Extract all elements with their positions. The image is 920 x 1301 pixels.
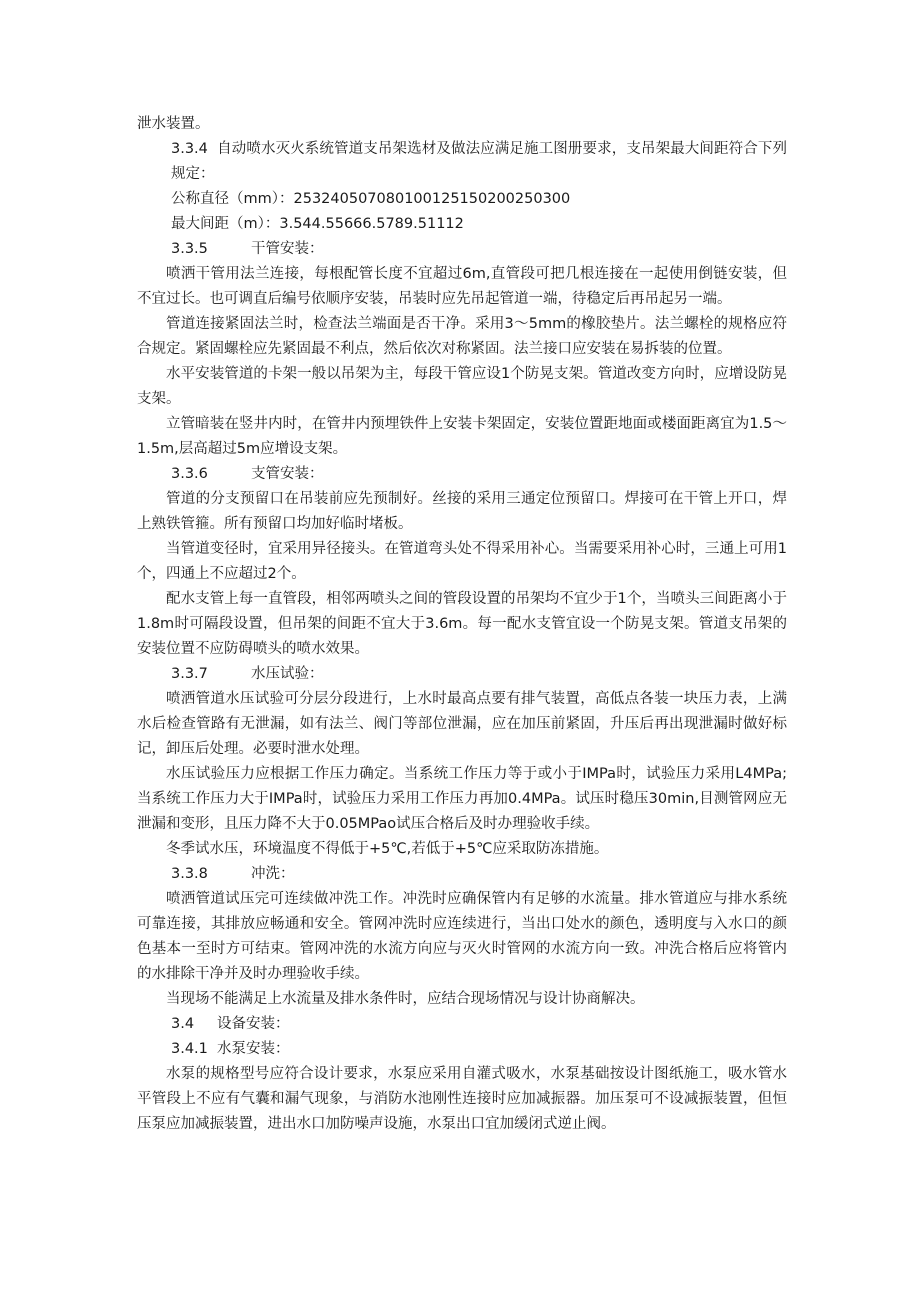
paragraph: 喷洒干管用法兰连接，每根配管长度不宜超过6m,直管段可把几根连接在一起使用倒链安装，但不宜过长。也可调直后编号依顺序安装，吊装时应先吊起管道一端，待稳定后再吊起另一端。 [137, 266, 787, 307]
section-3-3-6 [137, 462, 787, 487]
document-body [137, 112, 787, 1137]
paragraph: 泄水装置。 [137, 116, 210, 132]
paragraph: 管道连接紧固法兰时，检查法兰端面是否干净。采用3～5mm的橡胶垫片。法兰螺栓的规格应符合规定。紧固螺栓应先紧固最不利点，然后依次对称紧固。法兰接口应安装在易拆装的位置。 [137, 316, 787, 357]
spacing-line: 最大间距（m）：3.544.55666.5789.51112 [171, 216, 464, 232]
section-title: 设备安装： [217, 1016, 290, 1032]
paragraph: 喷洒管道水压试验可分层分段进行，上水时最高点要有排气装置，高低点各装一块压力表，上满水后检查管路有无泄漏，如有法兰、阀门等部位泄漏，应在加压前紧固，升压后再出现泄漏时做好标记，卸压后处理。必要时泄水处理。 [137, 691, 787, 757]
section-3-3-7 [137, 662, 787, 687]
section-title: 支管安装： [251, 466, 324, 482]
paragraph: 当现场不能满足上水流量及排水条件时，应结合现场情况与设计协商解决。 [166, 991, 645, 1007]
section-title: 冲洗： [251, 866, 295, 882]
section-title: 干管安装： [251, 241, 324, 257]
section-number: 3.4.1 [171, 1041, 208, 1057]
diameter-line: 公称直径（mm）：25324050708010012515020025030​0 [171, 191, 571, 207]
section-number: 3.3.5 [171, 241, 208, 257]
paragraph: 水平安装管道的卡架一般以吊架为主，每段干管应设1个防晃支架。管道改变方向时，应增设防晃支架。 [137, 366, 787, 407]
section-number: 3.3.6 [171, 466, 208, 482]
paragraph: 立管暗装在竖井内时，在管井内预埋铁件上安装卡架固定，安装位置距地面或楼面距离宜为1.5～1.5m,层高超过5m应增设支架。 [137, 416, 787, 457]
section-number: 3.4 [171, 1016, 195, 1032]
section-text: 自动喷水灭火系统管道支吊架选材及做法应满足施工图册要求，支吊架最大间距符合下列规定： [171, 141, 787, 182]
section-3-3-8 [137, 862, 787, 887]
section-3-4-1 [137, 1037, 787, 1062]
section-3-4 [137, 1012, 787, 1037]
paragraph: 冬季试水压，环境温度不得低于+5℃,若低于+5℃应采取防冻措施。 [166, 841, 609, 857]
section-3-3-4 [137, 137, 787, 187]
section-title: 水压试验： [251, 666, 324, 682]
paragraph: 当管道变径时，宜采用异径接头。在管道弯头处不得采用补心。当需要采用补心时，三通上可用1个，四通上不应超过2个。 [137, 541, 787, 582]
section-number: 3.3.7 [171, 666, 208, 682]
paragraph: 管道的分支预留口在吊装前应先预制好。丝接的采用三通定位预留口。焊接可在干管上开口，焊上熟铁管箍。所有预留口均加好临时堵板。 [137, 491, 787, 532]
paragraph: 水泵的规格型号应符合设计要求，水泵应采用自灌式吸水，水泵基础按设计图纸施工，吸水管水平管段上不应有气囊和漏气现象，与消防水池刚性连接时应加减振器。加压泵可不设减振装置，但恒压泵应加减振装置，进出水口加防噪声设施，水泵出口宜加缓闭式逆止阀。 [137, 1066, 787, 1132]
paragraph: 水压试验压力应根据工作压力确定。当系统工作压力等于或小于IMPa时，试验压力采用L4MPa;当系统工作压力大于IMPa时，试验压力采用工作压力再加0.4MPa。试压时稳压30min,目测管网应无泄漏和变形，且压力降不大于0.05MPao试压合格后及时办理验收手续。 [137, 766, 787, 832]
section-3-3-5 [137, 237, 787, 262]
section-number: 3.3.4 [171, 141, 208, 157]
paragraph: 配水支管上每一直管段，相邻两喷头之间的管段设置的吊架均不宜少于1个，当喷头三间距离小于1.8m时可隔段设置，但吊架的间距不宜大于3.6m。每一配水支管宜设一个防晃支架。管道支吊架的安装位置不应防碍喷头的喷水效果。 [137, 591, 787, 657]
section-number: 3.3.8 [171, 866, 208, 882]
paragraph: 喷洒管道试压完可连续做冲洗工作。冲洗时应确保管内有足够的水流量。排水管道应与排水系统可靠连接，其排放应畅通和安全。管网冲洗时应连续进行，当出口处水的颜色，透明度与入水口的颜色基本一至时方可结束。管网冲洗的水流方向应与灭火时管网的水流方向一致。冲洗合格后应将管内的水排除干净并及时办理验收手续。 [137, 891, 787, 982]
section-title: 水泵安装： [217, 1041, 290, 1057]
